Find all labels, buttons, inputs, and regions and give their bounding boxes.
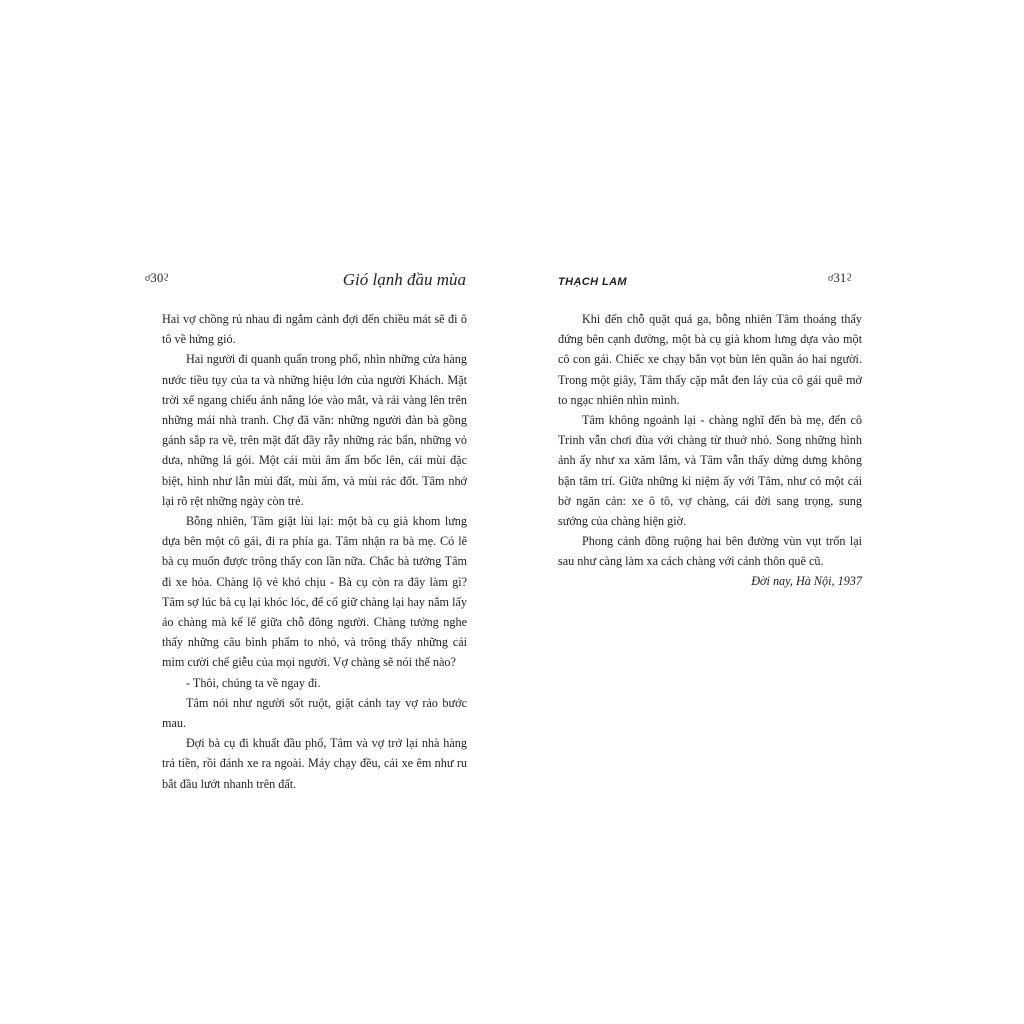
page-number-value: 30 — [150, 271, 164, 285]
paragraph: Đợi bà cụ đi khuất đầu phố, Tâm và vợ trở lại nhà hàng trả tiền, rồi đánh xe ra ngoài. Máy chạy đều, cái xe êm như ru bắt đầu lướt nhanh trên đất. — [162, 736, 467, 791]
right-body-text — [558, 309, 862, 572]
paragraph: Hai vợ chồng rủ nhau đi ngắm cảnh đợi đến chiều mát sẽ đi ô tô về hứng gió. — [162, 312, 467, 347]
signature-line: Đời nay, Hà Nội, 1937 — [751, 574, 862, 588]
paragraph: Tâm không ngoảnh lại - chàng nghĩ đến bà mẹ, đến cô Trinh vẫn chơi đùa với chàng từ thuở nhỏ. Song những hình ảnh ấy như xa xăm lắm, và Tâm vẫn thấy dửng dưng không bận tâm trí. Giữa những kỉ niệm ấy với Tâm, như có một cái bờ ngăn cản: xe ô tô, vợ chàng, cái đời sang trọng, sung sướng của chàng hiện giờ. — [558, 413, 862, 529]
paragraph: - Thôi, chúng ta về ngay đi. — [186, 675, 321, 690]
running-author: THẠCH LAM — [558, 276, 627, 288]
paragraph: Tâm nói như người sốt ruột, giật cánh tay vợ rảo bước mau. — [162, 695, 467, 731]
page-number-right — [828, 271, 852, 286]
ornament-left-icon: ơ — [145, 273, 151, 284]
paragraph: Khi đến chỗ quặt quá ga, bỗng nhiên Tâm thoáng thấy đứng bên cạnh đường, một bà cụ già khom lưng dựa vào một cô con gái. Chiếc xe chạy bắn vọt bùn lên quần áo hai người. Trong một giây, Tâm thấy cặp mắt đen láy của cô gái quê mở to ngạc nhiên nhìn mình. — [558, 312, 862, 407]
running-title: Gió lạnh đầu mùa — [342, 270, 466, 289]
paragraph: Bỗng nhiên, Tâm giật lùi lại: một bà cụ già khom lưng dựa bên một cô gái, đi ra phía ga. Tâm nhận ra bà mẹ. Có lẽ bà cụ muốn được trông thấy con lần nữa. Chắc bà tưởng Tâm đi xe hỏa. Chàng lộ vẻ khó chịu - Bà cụ còn ra đây làm gì? Tâm sợ lúc bà cụ lại khóc lóc, để cố giữ chàng lại hay nắm lấy áo chàng mà kể lể giữa chỗ đông người. Chàng tưởng nghe thấy những câu bình phẩm to nhỏ, và trông thấy những cái mỉm cười chế giễu của mọi người. Vợ chàng sẽ nói thế nào? — [162, 514, 467, 670]
paragraph: Hai người đi quanh quẩn trong phố, nhìn những cửa hàng nước tiều tụy của ta và những hiệu lớn của người Khách. Mặt trời xế ngang chiếu ánh nắng lóe vào mắt, và rải vàng lên trên những mái nhà tranh. Chợ đã vãn: những người đàn bà gồng gánh sắp ra về, trên mặt đất đầy rẫy những rác bẩn, những vỏ dưa, những lá gói. Một cái mùi âm ẩm bốc lên, cái mùi đặc biệt, hình như lẫn mùi đất, mùi ẩm, và mùi rác đốt. Tâm nhớ lại rõ rệt những ngày còn trẻ. — [162, 352, 467, 508]
ornament-right-icon: ϩ — [846, 273, 853, 284]
paragraph: Phong cảnh đồng ruộng hai bên đường vùn vụt trốn lại sau như càng làm xa cách chàng với cảnh thôn quê cũ. — [558, 534, 862, 569]
left-body-text — [162, 309, 467, 794]
page-number-value: 31 — [833, 271, 847, 285]
ornament-left-icon: ơ — [828, 273, 834, 284]
ornament-right-icon: ϩ — [163, 273, 170, 284]
page-number-left — [145, 271, 169, 286]
